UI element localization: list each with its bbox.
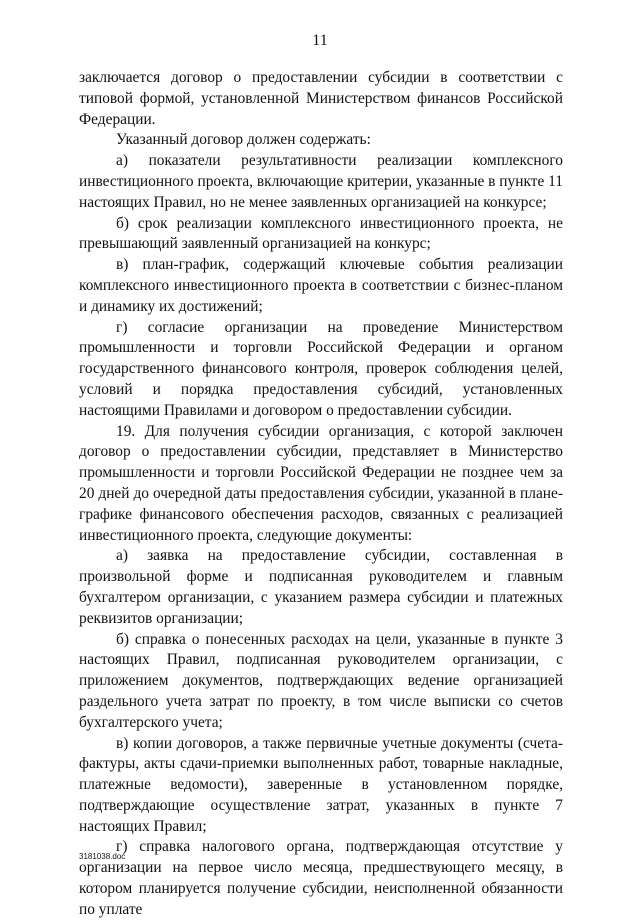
paragraph-item-v-schedule: в) план-график, содержащий ключевые события реализации комплексного инвестиционного проекта в соответствии с бизнес-планом и динамику их достижений; [79, 256, 563, 315]
paragraph-item-b-term: б) срок реализации комплексного инвестиционного проекта, не превышающий заявленный организацией на конкурс; [79, 214, 563, 253]
paragraph-doc-v-contract-copies: в) копии договоров, а также первичные учетные документы (счета-фактуры, акты сдачи-приемки выполненных работ, товарные накладные, платежные ведомости), заверенные в установленном порядке, подтверждающие осуществление затрат, указанных в пункте 7 настоящих Правил; [79, 734, 563, 835]
paragraph-doc-b-expense-certificate: б) справка о понесенных расходах на цели, указанные в пункте 3 настоящих Правил, подписанная руководителем организации, с приложением документов, подтверждающих ведение организацией раздельного учета затрат по проекту, в том числе выписки со счетов бухгалтерского учета; [79, 630, 563, 731]
footer-filename: 3181038.doc [79, 852, 126, 861]
paragraph-contract-contents-intro: Указанный договор должен содержать: [116, 131, 371, 149]
document-body [79, 68, 563, 921]
paragraph-item-g-consent: г) согласие организации на проведение Министерством промышленности и торговли Российской Федерации и органом государственного финансового контроля, проверок соблюдения целей, условий и порядка предоставления субсидий, установленных настоящими Правилами и договором о предоставлении субсидии. [79, 318, 563, 419]
paragraph-doc-g-tax-certificate: г) справка налогового органа, подтверждающая отсутствие у организации на первое число месяца, предшествующего месяцу, в котором планируется получение субсидии, неисполненной обязанности по уплате [79, 838, 563, 918]
paragraph-item-a-indicators: а) показатели результативности реализации комплексного инвестиционного проекта, включающие критерии, указанные в пункте 11 настоящих Правил, но не менее заявленных организацией на конкурсе; [79, 152, 563, 211]
paragraph-doc-a-application: а) заявка на предоставление субсидии, составленная в произвольной форме и подписанная руководителем и главным бухгалтером организации, с указанием размера субсидии и платежных реквизитов организации; [79, 547, 563, 627]
paragraph-clause-19: 19. Для получения субсидии организация, с которой заключен договор о предоставлении субсидии, представляет в Министерство промышленности и торговли Российской Федерации не позднее чем за 20 дней до очередной даты предоставления субсидии, указанной в плане-графике финансового обеспечения расходов, связанных с реализацией инвестиционного проекта, следующие документы: [79, 422, 563, 544]
paragraph-continuation: заключается договор о предоставлении субсидии в соответствии с типовой формой, установленной Министерством финансов Российской Федерации. [79, 69, 563, 128]
page-number: 11 [312, 32, 328, 49]
